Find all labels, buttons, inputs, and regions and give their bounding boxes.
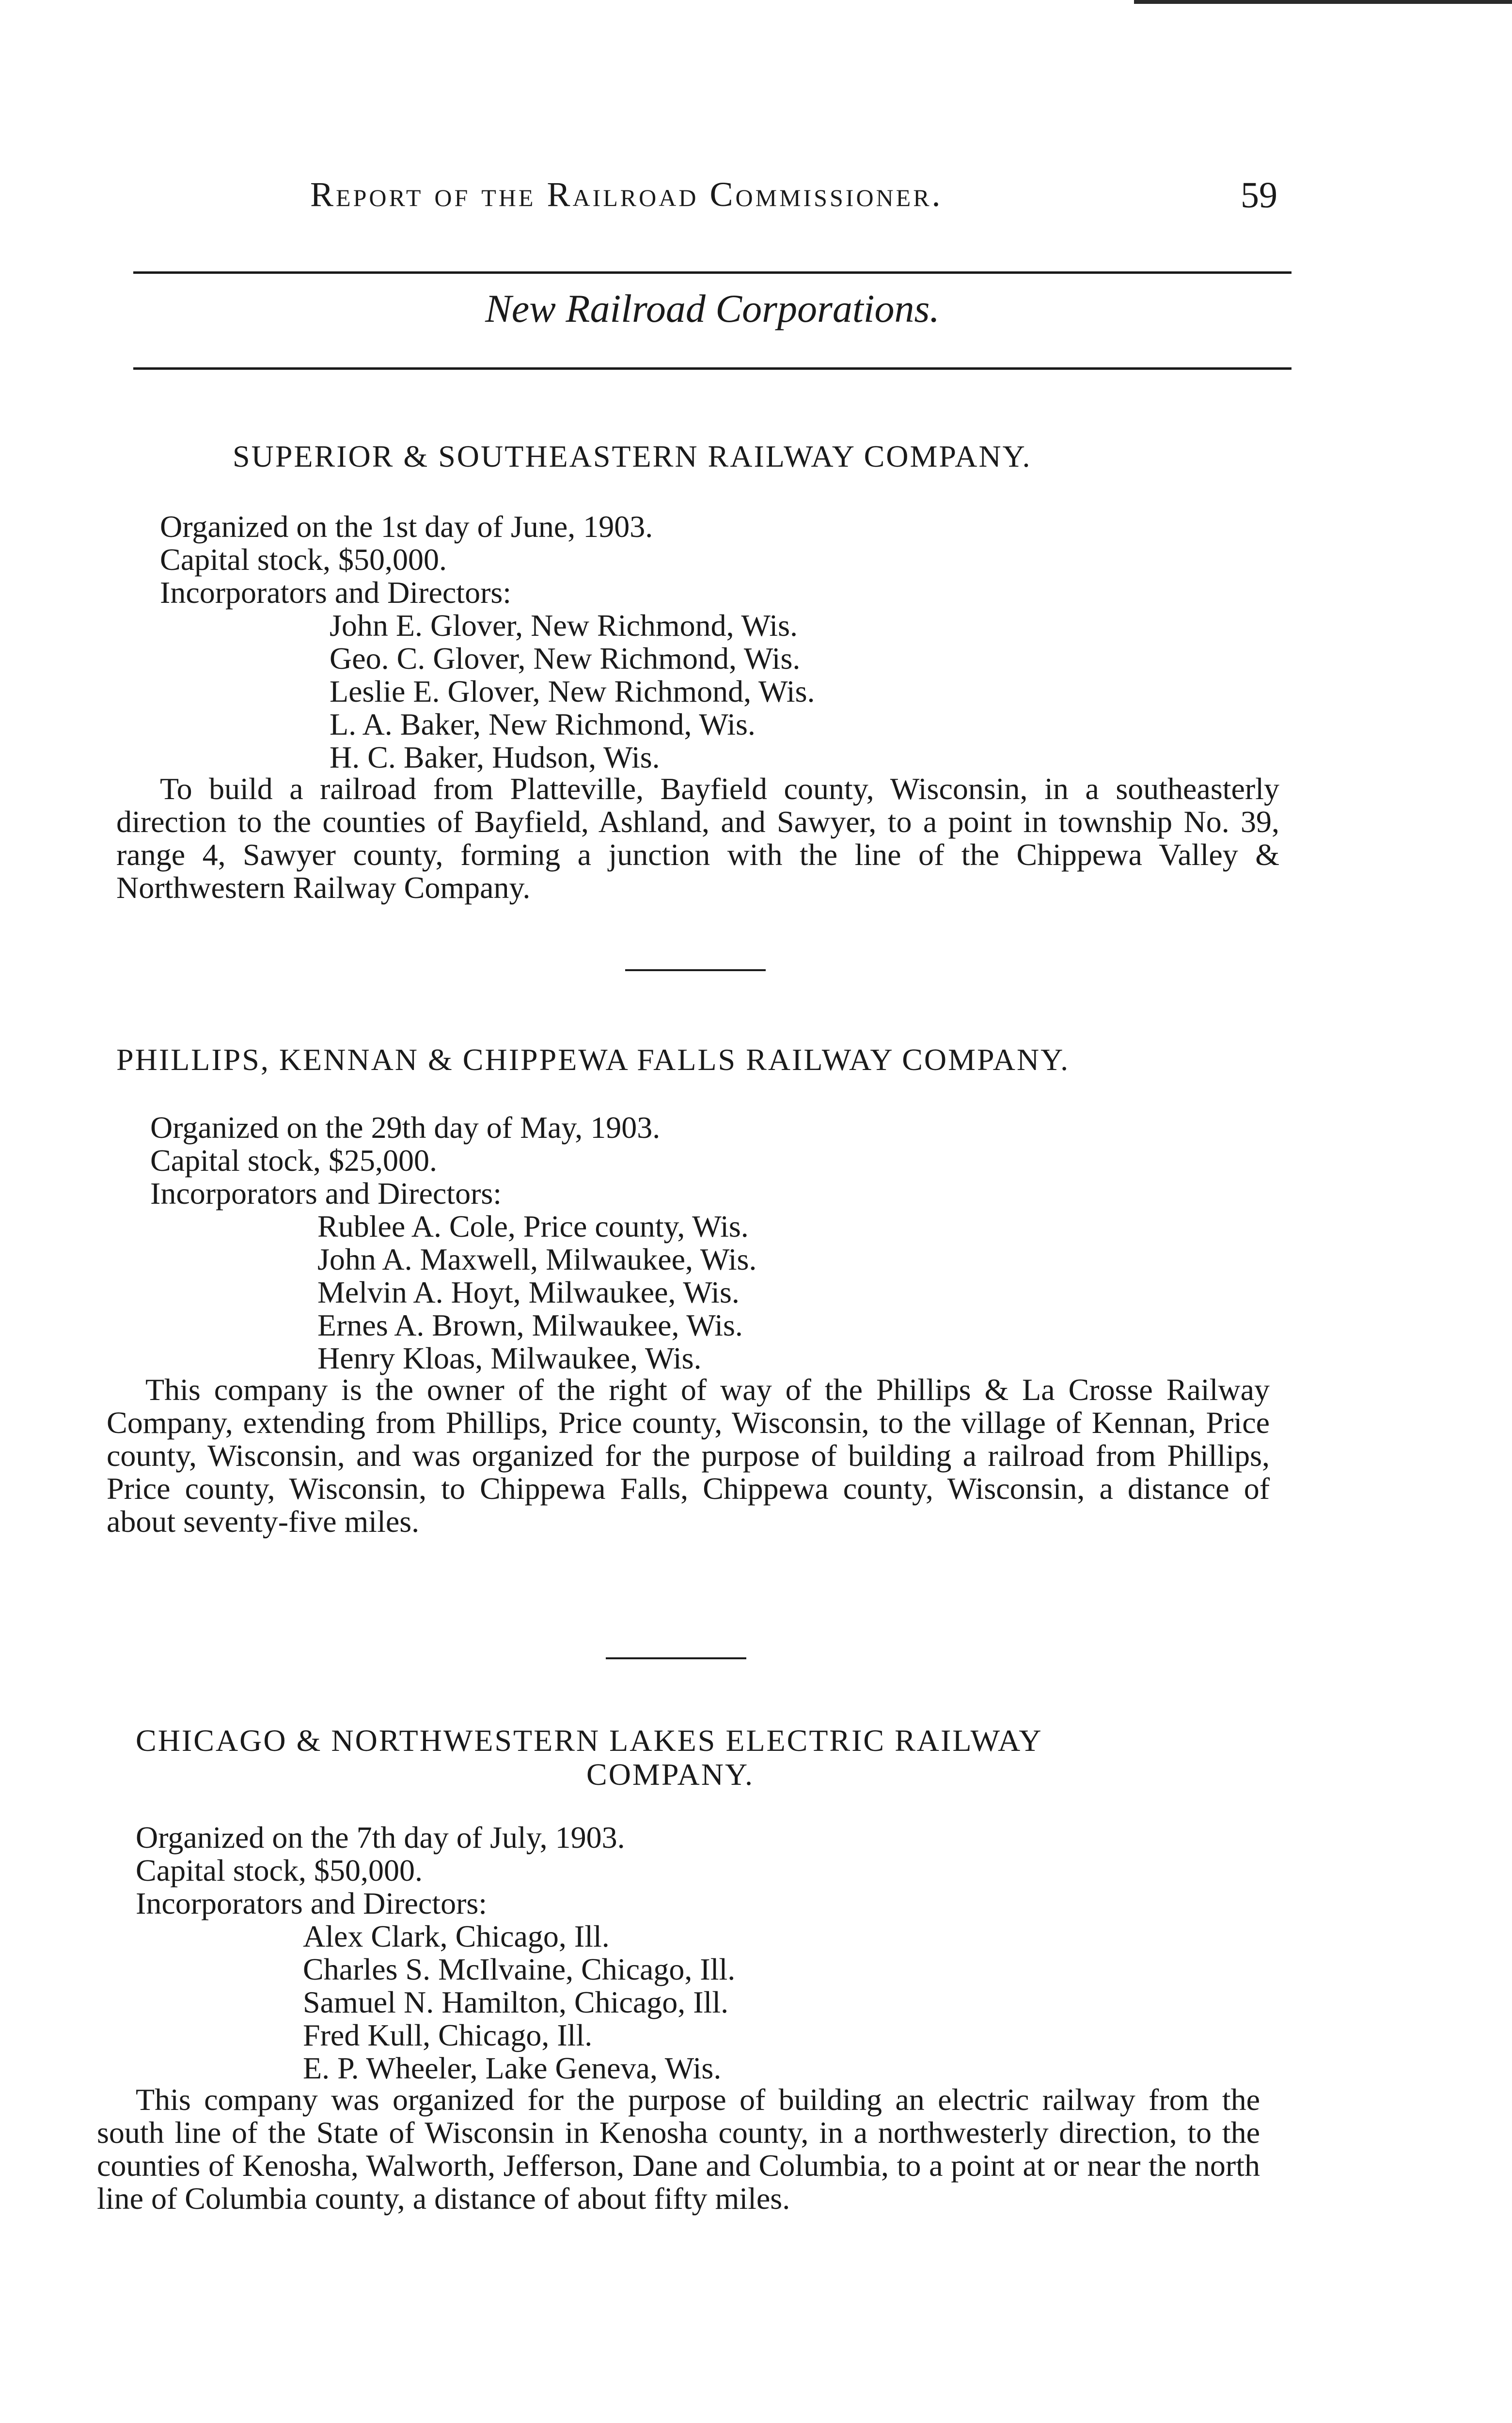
company-3-title-line-2: COMPANY. bbox=[586, 1757, 754, 1792]
company-2-incorporators-label: Incorporators and Directors: bbox=[150, 1176, 502, 1211]
company-2-incorporator: Ernes A. Brown, Milwaukee, Wis. bbox=[317, 1308, 743, 1342]
company-1-incorporator: John E. Glover, New Richmond, Wis. bbox=[330, 608, 798, 643]
section-title: New Railroad Corporations. bbox=[485, 286, 940, 330]
section-divider bbox=[606, 1657, 746, 1659]
company-2-organized: Organized on the 29th day of May, 1903. bbox=[150, 1110, 661, 1145]
company-1-title: SUPERIOR & SOUTHEASTERN RAILWAY COMPANY. bbox=[233, 439, 1032, 473]
company-3-description: This company was organized for the purpose of building an electric railway from the south line of the State of Wisconsin in Kenosha county, in a northwesterly direction, to the counties of Kenosha, Walworth, Jefferson, Dane and Columbia, to a point at or near the north line of Columbia county, a distance of about fifty miles. bbox=[97, 2082, 1260, 2216]
section-divider bbox=[625, 969, 766, 971]
company-3-incorporator: Charles S. McIlvaine, Chicago, Ill. bbox=[303, 1952, 736, 1986]
company-3-incorporator: Samuel N. Hamilton, Chicago, Ill. bbox=[303, 1985, 729, 2019]
company-3-capital: Capital stock, $50,000. bbox=[136, 1853, 423, 1888]
company-1-capital: Capital stock, $50,000. bbox=[160, 542, 447, 577]
header-rule-top bbox=[133, 271, 1292, 274]
company-3-incorporator: E. P. Wheeler, Lake Geneva, Wis. bbox=[303, 2051, 722, 2085]
page-number: 59 bbox=[1241, 175, 1277, 216]
company-1-incorporator: H. C. Baker, Hudson, Wis. bbox=[330, 740, 660, 774]
company-3-incorporator: Alex Clark, Chicago, Ill. bbox=[303, 1919, 610, 1953]
scan-edge-line bbox=[1134, 0, 1512, 4]
company-2-description: This company is the owner of the right of way of the Phillips & La Crosse Railway Company, extending from Phillips, Price county, Wisconsin, to the village of Kennan, Price county, Wisconsin, and was organized for the purpose of building a railroad from Phillips, Price county, Wisconsin, to Chippewa Falls, Chippewa county, Wisconsin, a distance of about seventy-five miles. bbox=[107, 1372, 1270, 1539]
company-2-title: PHILLIPS, KENNAN & CHIPPEWA FALLS RAILWAY COMPANY. bbox=[116, 1042, 1070, 1077]
running-title: Report of the Railroad Commissioner. bbox=[310, 175, 943, 214]
company-1-incorporator: L. A. Baker, New Richmond, Wis. bbox=[330, 707, 756, 741]
company-2-incorporator: Rublee A. Cole, Price county, Wis. bbox=[317, 1209, 749, 1243]
company-2-incorporator: Henry Kloas, Milwaukee, Wis. bbox=[317, 1341, 702, 1375]
company-1-incorporator: Geo. C. Glover, New Richmond, Wis. bbox=[330, 641, 801, 676]
header-rule-bottom bbox=[133, 367, 1292, 370]
company-3-incorporator: Fred Kull, Chicago, Ill. bbox=[303, 2018, 593, 2052]
company-1-incorporator: Leslie E. Glover, New Richmond, Wis. bbox=[330, 674, 815, 708]
company-1-organized: Organized on the 1st day of June, 1903. bbox=[160, 509, 653, 544]
company-2-incorporator: John A. Maxwell, Milwaukee, Wis. bbox=[317, 1242, 757, 1276]
company-2-capital: Capital stock, $25,000. bbox=[150, 1143, 437, 1178]
company-1-description: To build a railroad from Platteville, Bayfield county, Wisconsin, in a southeasterly direction to the counties of Bayfield, Ashland, and Sawyer, to a point in township No. 39, range 4, Sawyer county, forming a junction with the line of the Chippewa Valley & Northwestern Railway Company. bbox=[116, 771, 1279, 905]
company-1-incorporators-label: Incorporators and Directors: bbox=[160, 575, 512, 610]
company-2-incorporator: Melvin A. Hoyt, Milwaukee, Wis. bbox=[317, 1275, 740, 1309]
company-3-organized: Organized on the 7th day of July, 1903. bbox=[136, 1820, 625, 1855]
company-3-incorporators-label: Incorporators and Directors: bbox=[136, 1886, 488, 1920]
company-3-title-line-1: CHICAGO & NORTHWESTERN LAKES ELECTRIC RAILWAY bbox=[136, 1723, 1043, 1758]
